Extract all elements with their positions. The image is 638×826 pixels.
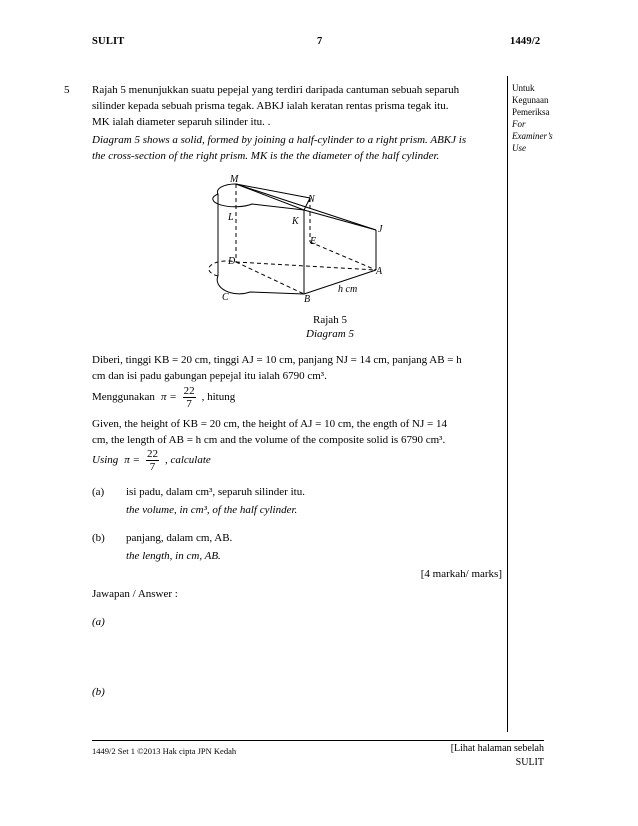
footer-right <box>420 742 544 770</box>
intro-en-line-1: Diagram 5 shows a solid, formed by joining a half-cylinder to a right prism. ABKJ is <box>92 134 467 146</box>
footer-rule <box>92 740 544 741</box>
given-ms-line-1: Diberi, tinggi KB = 20 cm, tinggi AJ = 10 cm, panjang NJ = 14 cm, panjang AB = h <box>92 354 462 366</box>
answer-a-label: (a) <box>92 616 105 628</box>
pi-denominator-ms: 7 <box>186 397 192 410</box>
part-a-english: the volume, in cm³, of the half cylinder. <box>126 504 298 516</box>
intro-ms-line-1: Rajah 5 menunjukkan suatu pepejal yang terdiri daripada cantuman sebuah separuh <box>92 84 460 96</box>
given-en-line-2: cm, the length of AB = h cm and the volume of the composite solid is 6790 cm³. <box>92 434 446 446</box>
use-ms-label: Menggunakan <box>92 391 155 403</box>
given-ms-line-2: cm dan isi padu gabungan pepejal itu ialah 6790 cm³. <box>92 370 327 382</box>
header-left: SULIT <box>92 36 125 47</box>
header-right: 1449/2 <box>510 36 541 47</box>
intro-english <box>92 132 504 164</box>
intro-ms-line-3: MK ialah diameter separuh silinder itu. . <box>92 116 271 128</box>
figure-caption-malay: Rajah 5 <box>313 314 347 326</box>
part-b-english: the length, in cm, AB. <box>126 550 221 562</box>
sidebar-line-4: For <box>512 119 526 129</box>
pi-fraction-en <box>146 448 159 473</box>
sidebar-line-3: Pemeriksa <box>512 107 550 117</box>
pi-denominator-en: 7 <box>149 460 156 473</box>
answer-b-label: (b) <box>92 686 105 698</box>
pi-equals-en: π = <box>124 454 140 466</box>
label-a: A <box>376 266 383 277</box>
part-b-malay: panjang, dalam cm, AB. <box>126 532 233 544</box>
label-h: h cm <box>338 284 358 295</box>
solid-diagram <box>200 172 410 306</box>
label-e: E <box>310 236 317 247</box>
answer-heading: Jawapan / Answer : <box>92 588 178 600</box>
examiner-column-divider <box>507 76 508 732</box>
label-n: N <box>308 194 315 205</box>
label-b: B <box>304 294 311 305</box>
sidebar-line-1: Untuk <box>512 83 535 93</box>
marks-allocation: [4 markah/ marks] <box>420 568 502 580</box>
intro-ms-line-2: silinder kepada sebuah prisma tegak. ABKJ ialah keratan rentas prisma tegak itu. <box>92 100 449 112</box>
footer-right-line-1: [Lihat halaman sebelah <box>450 743 544 754</box>
label-c: C <box>222 292 229 303</box>
part-a-label: (a) <box>92 486 105 498</box>
pi-numerator-en: 22 <box>146 447 158 460</box>
part-a-malay: isi padu, dalam cm³, separuh silinder itu. <box>126 486 305 498</box>
label-j: J <box>378 224 383 235</box>
sidebar-line-5: Examiner’s <box>512 131 553 141</box>
examiner-sidebar <box>512 82 574 154</box>
sidebar-line-6: Use <box>512 143 526 153</box>
use-ms-end: , hitung <box>201 391 236 403</box>
intro-en-line-2: the cross-section of the right prism. MK is the the diameter of the half cylinder. <box>92 150 440 162</box>
use-pi-malay <box>92 383 235 411</box>
pi-numerator-ms: 22 <box>183 384 195 397</box>
use-pi-english <box>92 446 211 474</box>
footer-left: 1449/2 Set 1 ©2013 Hak cipta JPN Kedah <box>92 746 237 756</box>
page-number: 7 <box>317 36 323 47</box>
pi-fraction-ms <box>183 385 196 410</box>
label-k: K <box>292 216 299 227</box>
label-m: M <box>230 174 239 185</box>
part-b-label: (b) <box>92 532 105 544</box>
question-number: 5 <box>64 84 70 96</box>
label-d: D <box>228 256 236 267</box>
intro-malay <box>92 82 504 130</box>
label-l: L <box>228 212 234 223</box>
pi-equals-ms: π = <box>160 391 177 403</box>
given-en-line-1: Given, the height of KB = 20 cm, the height of AJ = 10 cm, the ength of NJ = 14 <box>92 418 447 430</box>
footer-right-line-2: SULIT <box>515 757 544 768</box>
given-malay <box>92 352 504 384</box>
figure-caption-english: Diagram 5 <box>306 328 354 340</box>
sidebar-line-2: Kegunaan <box>512 95 549 105</box>
use-en-label: Using <box>92 454 119 466</box>
given-english <box>92 416 504 448</box>
use-en-end: , calculate <box>164 454 211 466</box>
